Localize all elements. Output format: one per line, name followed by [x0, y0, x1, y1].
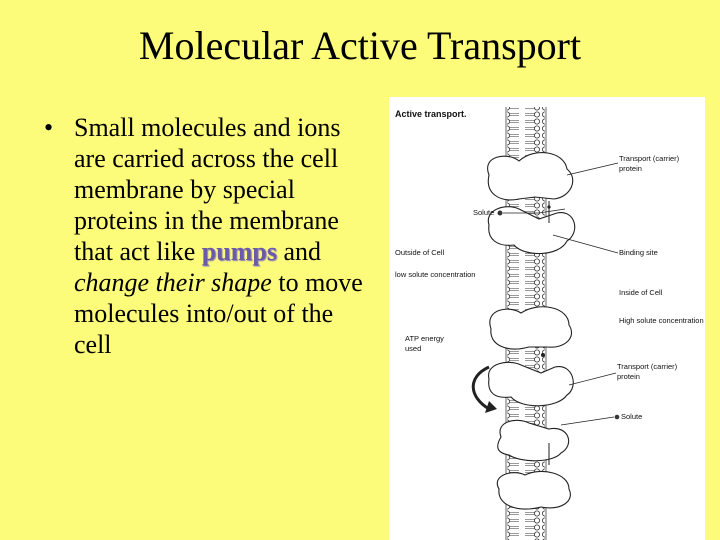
label-low-solute: low solute concentration: [395, 270, 476, 279]
label-outside-cell: Outside of Cell: [395, 248, 445, 257]
highlight-pumps: pumps: [201, 237, 277, 266]
bullet-text-part2: and: [276, 237, 321, 266]
active-transport-figure: [389, 97, 705, 540]
atp-arrow: [473, 367, 489, 409]
label-solute-2: Solute: [621, 412, 643, 421]
label-atp-energy: ATP energy: [405, 334, 444, 343]
bullet-text-part3: to move molecules into/out of the cell: [74, 268, 363, 359]
label-solute-1: Solute: [473, 208, 495, 217]
label-protein-1: protein: [619, 164, 642, 173]
bullet-symbol: •: [44, 113, 54, 142]
figure-title: Active transport.: [395, 109, 467, 119]
label-inside-cell: Inside of Cell: [619, 288, 663, 297]
label-used: used: [405, 344, 422, 353]
bullet-text: [74, 112, 374, 360]
bullet-point: [44, 112, 374, 360]
label-protein-2: protein: [617, 372, 640, 381]
label-high-solute: High solute concentration: [619, 316, 704, 325]
italic-change-shape: change their shape: [74, 268, 272, 297]
bullet-text-part1: Small molecules and ions are carried across the cell membrane by special proteins in the membrane that act like: [74, 113, 341, 266]
label-transport-carrier-2: Transport (carrier): [617, 362, 678, 371]
slide-title: Molecular Active Transport: [138, 23, 582, 68]
label-binding-site: Binding site: [619, 248, 658, 257]
label-transport-carrier-1: Transport (carrier): [619, 154, 680, 163]
membrane-diagram: [389, 97, 705, 540]
